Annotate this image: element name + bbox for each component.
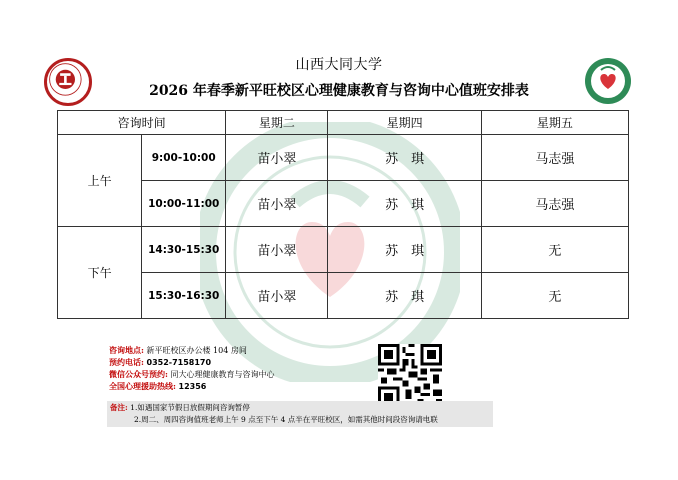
- table-row: [58, 181, 629, 227]
- header-tuesday: 星期二: [226, 111, 328, 135]
- wechat-label: 微信公众号预约:: [109, 369, 168, 379]
- header-time: 咨询时间: [58, 111, 226, 135]
- thursday-staff: 苏 琪: [328, 273, 481, 319]
- notes-text-2: 2.周二、周四咨询值班老师上午 9 点至下午 4 点半在平旺校区，如需其他时间段咨询请电联: [134, 415, 438, 424]
- notes-label: 备注:: [110, 403, 128, 412]
- period-afternoon: 下午: [58, 227, 142, 319]
- header-friday: 星期五: [481, 111, 628, 135]
- table-header-row: [58, 111, 629, 135]
- tuesday-staff: 苗小翠: [226, 181, 328, 227]
- time-slot: 10:00-11:00: [142, 181, 226, 227]
- time-slot: 14:30-15:30: [142, 227, 226, 273]
- tuesday-staff: 苗小翠: [226, 227, 328, 273]
- wechat-value: 同大心理健康教育与咨询中心: [170, 370, 275, 379]
- notes-box: [107, 401, 493, 427]
- thursday-staff: 苏 琪: [328, 227, 481, 273]
- page-title: 2026 年春季新平旺校区心理健康教育与咨询中心值班安排表: [149, 83, 529, 99]
- friday-staff: 无: [481, 273, 628, 319]
- friday-staff: 马志强: [481, 135, 628, 181]
- tuesday-staff: 苗小翠: [226, 135, 328, 181]
- notes-line-1: [110, 402, 490, 414]
- header-thursday: 星期四: [328, 111, 481, 135]
- phone-label: 预约电话:: [109, 357, 144, 367]
- hotline-label: 全国心理援助热线:: [109, 381, 176, 391]
- thursday-staff: 苏 琪: [328, 135, 481, 181]
- friday-staff: 马志强: [481, 181, 628, 227]
- table-row: [58, 135, 629, 181]
- table-row: [58, 227, 629, 273]
- location-value: 新平旺校区办公楼 104 房间: [146, 346, 247, 355]
- thursday-staff: 苏 琪: [328, 181, 481, 227]
- center-logo: [583, 56, 633, 106]
- qr-code-icon: [378, 344, 442, 408]
- hotline-value[interactable]: 12356: [178, 382, 207, 391]
- university-name: 山西大同大学: [295, 57, 383, 73]
- table-row: [58, 273, 629, 319]
- time-slot: 9:00-10:00: [142, 135, 226, 181]
- period-morning: 上午: [58, 135, 142, 227]
- phone-value[interactable]: 0352-7158170: [146, 358, 212, 367]
- friday-staff: 无: [481, 227, 628, 273]
- time-slot: 15:30-16:30: [142, 273, 226, 319]
- tuesday-staff: 苗小翠: [226, 273, 328, 319]
- info-hotline: [109, 380, 206, 393]
- notes-text-1: 1.如遇国家节假日放假期间咨询暂停: [130, 403, 250, 412]
- wechat-qr-code[interactable]: [378, 344, 442, 408]
- schedule-table: [57, 110, 629, 319]
- location-label: 咨询地点:: [109, 345, 144, 355]
- counseling-center-logo-icon: [583, 56, 633, 106]
